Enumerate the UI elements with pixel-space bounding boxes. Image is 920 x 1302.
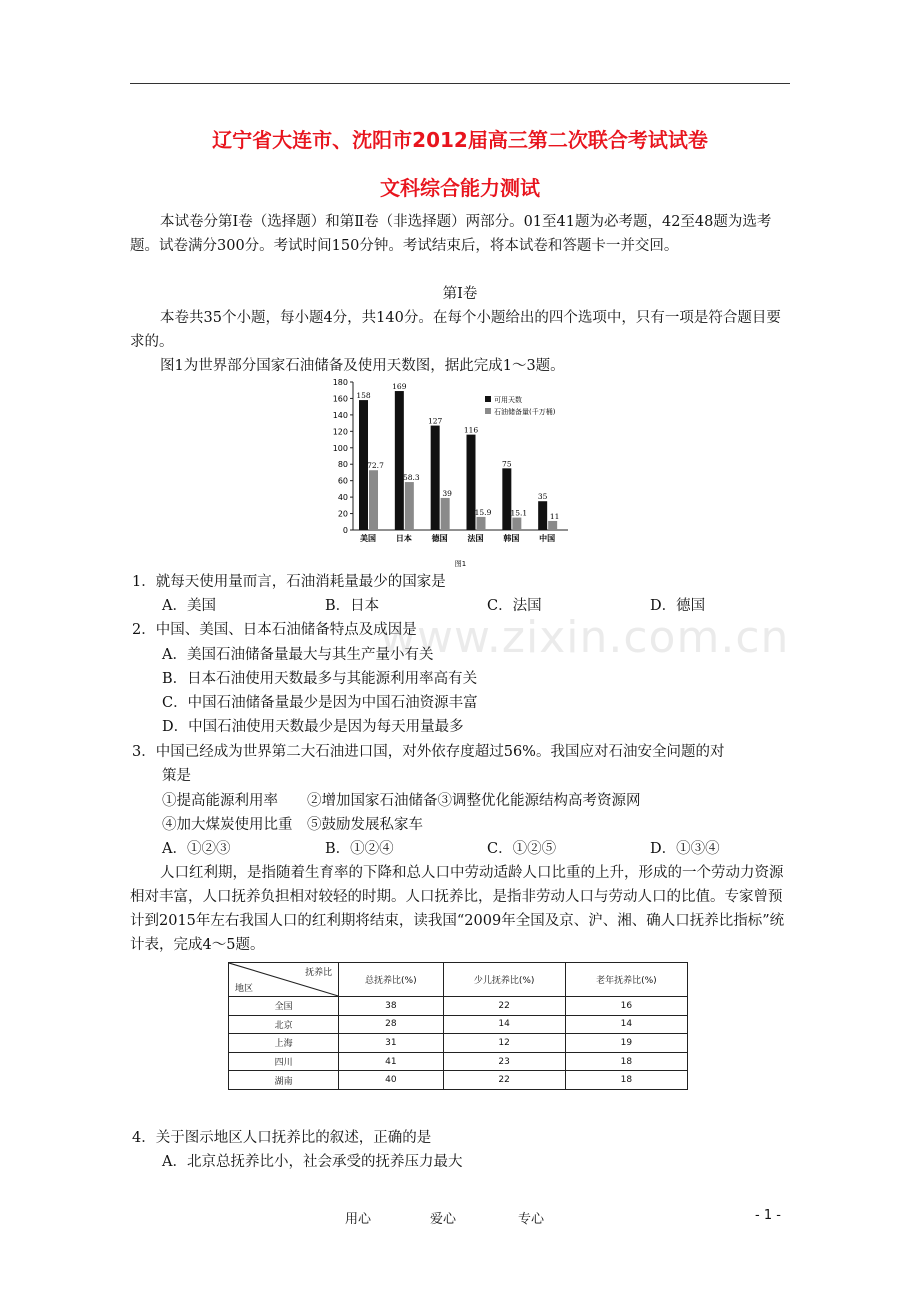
bar-value-label: 39 [442, 488, 452, 498]
legend-swatch [485, 408, 491, 414]
section-title: 第Ⅰ卷 [442, 286, 478, 302]
table-cell: 41 [339, 1052, 443, 1071]
section-intro: 本卷共35个小题，每小题4分，共140分。在每个小题给出的四个选项中，只有一项是符合题目要求的。 [130, 310, 781, 350]
bar-value-label: 58.3 [402, 473, 420, 483]
y-tick-label: 160 [332, 394, 348, 404]
table-cell: 19 [565, 1034, 687, 1053]
y-tick-label: 20 [337, 509, 348, 519]
table-header: 老年抚养比(%) [565, 963, 687, 997]
q1-option-d: D．德国 [650, 598, 706, 614]
q3-items-line1: ①提高能源利用率 ②增加国家石油储备③调整优化能源结构高考资源网 [162, 793, 641, 809]
q3-option-a: A．①②③ [162, 841, 231, 857]
q1-option-b: B．日本 [325, 598, 380, 614]
table-header: 少儿抚养比(%) [443, 963, 565, 997]
header-rule [130, 83, 790, 84]
q3-option-d: D．①③④ [650, 841, 720, 857]
q3-items-line2: ④加大煤炭使用比重 ⑤鼓励发展私家车 [162, 817, 423, 833]
q1-option-a: A．美国 [162, 598, 216, 614]
bar-value-label: 158 [356, 391, 371, 401]
table-row [229, 996, 688, 1015]
y-tick-label: 80 [337, 460, 348, 470]
dependency-ratio-paragraph: 人口红利期，是指随着生育率的下降和总人口中劳动适龄人口比重的上升，形成的一个劳动力资源相对丰富，人口抚养负担相对较轻的时期。人口抚养比，是指非劳动人口与劳动人口的比值。专家曾预计到2015年左右我国人口的红利期将结束，读我国“2009年全国及京、沪、湘、确人口抚养比指标”统计表，完成4～5题。 [130, 865, 785, 953]
y-tick-label: 100 [332, 443, 348, 453]
bar-value-label: 11 [549, 511, 560, 521]
x-category-label: 中国 [539, 534, 556, 543]
oil-reserve-chart [325, 372, 593, 572]
table-row [229, 1052, 688, 1071]
q2-option-b: B．日本石油使用天数最多与其能源利用率高有关 [162, 671, 478, 687]
table-cell: 全国 [229, 996, 339, 1015]
x-category-label: 韩国 [503, 534, 520, 543]
table-cell: 湖南 [229, 1071, 339, 1090]
bar-days [538, 501, 547, 530]
y-tick-label: 140 [332, 410, 348, 420]
footer-text-1: 用心 [345, 1212, 372, 1227]
figure-intro: 图1为世界部分国家石油储备及使用天数图，据此完成1～3题。 [160, 358, 565, 374]
q3-option-c: C．①②⑤ [487, 841, 557, 857]
q1-stem: 1．就每天使用量而言，石油消耗量最少的国家是 [132, 574, 446, 590]
bar-value-label: 169 [392, 382, 407, 392]
chart-svg [325, 372, 593, 572]
legend-label: 可用天数 [494, 396, 522, 404]
table-cell: 16 [565, 996, 687, 1015]
table-cell: 18 [565, 1052, 687, 1071]
table-cell: 40 [339, 1071, 443, 1090]
table-cell: 14 [443, 1015, 565, 1034]
bar-reserve [477, 517, 486, 530]
q4-option-a: A．北京总抚养比小，社会承受的抚养压力最大 [162, 1154, 463, 1170]
q2-option-c: C．中国石油储备量最少是因为中国石油资源丰富 [162, 695, 478, 711]
bar-value-label: 35 [537, 492, 548, 502]
bar-value-label: 72.7 [367, 461, 384, 471]
bar-reserve [405, 482, 414, 530]
x-category-label: 德国 [431, 534, 448, 543]
bar-value-label: 75 [502, 459, 512, 469]
table-corner-cell [229, 963, 339, 997]
q4-stem: 4．关于图示地区人口抚养比的叙述，正确的是 [132, 1130, 432, 1146]
y-tick-label: 40 [337, 493, 348, 503]
dependency-ratio-table [228, 962, 688, 1090]
chart-caption: 图1 [454, 560, 467, 568]
bar-reserve [548, 521, 557, 530]
bar-value-label: 116 [463, 425, 479, 435]
y-tick-label: 60 [337, 476, 348, 486]
footer-text-3: 专心 [518, 1212, 545, 1227]
bar-days [502, 468, 511, 530]
q2-stem: 2．中国、美国、日本石油储备特点及成因是 [132, 622, 417, 638]
table-row [229, 1034, 688, 1053]
table-cell: 31 [339, 1034, 443, 1053]
table-cell: 18 [565, 1071, 687, 1090]
exam-title: 辽宁省大连市、沈阳市2012届高三第二次联合考试试卷 [212, 128, 708, 152]
bar-reserve [441, 498, 450, 530]
q2-option-a: A．美国石油储备量最大与其生产量小有关 [162, 647, 434, 663]
table-cell: 28 [339, 1015, 443, 1034]
table-cell: 23 [443, 1052, 565, 1071]
table-cell: 12 [443, 1034, 565, 1053]
y-tick-label: 0 [342, 526, 348, 535]
q3-stem-cont: 策是 [162, 768, 191, 784]
y-tick-label: 120 [332, 427, 348, 437]
page-number: - 1 - [755, 1208, 781, 1223]
bar-value-label: 15.9 [474, 507, 492, 517]
intro-paragraph: 本试卷分第Ⅰ卷（选择题）和第Ⅱ卷（非选择题）两部分。01至41题为必考题，42至48题为选考题。试卷满分300分。考试时间150分钟。考试结束后，将本试卷和答题卡一并交回。 [130, 214, 772, 254]
q3-stem: 3．中国已经成为世界第二大石油进口国，对外依存度超过56%。我国应对石油安全问题的对 [132, 744, 725, 760]
table-cell: 22 [443, 996, 565, 1015]
table-row [229, 1015, 688, 1034]
table-row [229, 1071, 688, 1090]
table-cell: 14 [565, 1015, 687, 1034]
footer-text-2: 爱心 [430, 1212, 457, 1227]
bar-days [395, 391, 404, 530]
exam-subtitle: 文科综合能力测试 [380, 176, 540, 200]
q1-option-c: C．法国 [487, 598, 542, 614]
bar-days [431, 426, 440, 530]
table-cell: 上海 [229, 1034, 339, 1053]
bar-value-label: 127 [428, 416, 443, 426]
table-header: 总抚养比(%) [339, 963, 443, 997]
x-category-label: 法国 [467, 534, 484, 543]
table-cell: 38 [339, 996, 443, 1015]
y-tick-label: 180 [332, 378, 348, 387]
watermark-text: www.zixin.com.cn [380, 612, 790, 663]
legend-label: 石油储备量(千万桶) [494, 408, 556, 416]
table-cell: 四川 [229, 1052, 339, 1071]
bar-reserve [512, 518, 521, 530]
bar-reserve [369, 470, 378, 530]
q2-option-d: D．中国石油使用天数最少是因为每天用量最多 [162, 719, 464, 735]
table-cell: 北京 [229, 1015, 339, 1034]
bar-value-label: 15.1 [510, 508, 528, 518]
corner-bottom-label: 地区 [235, 983, 254, 994]
table-cell: 22 [443, 1071, 565, 1090]
x-category-label: 日本 [395, 534, 412, 543]
q3-option-b: B．①②④ [325, 841, 394, 857]
legend-swatch [485, 396, 491, 402]
x-category-label: 美国 [360, 534, 376, 543]
corner-top-label: 抚养比 [305, 968, 333, 978]
